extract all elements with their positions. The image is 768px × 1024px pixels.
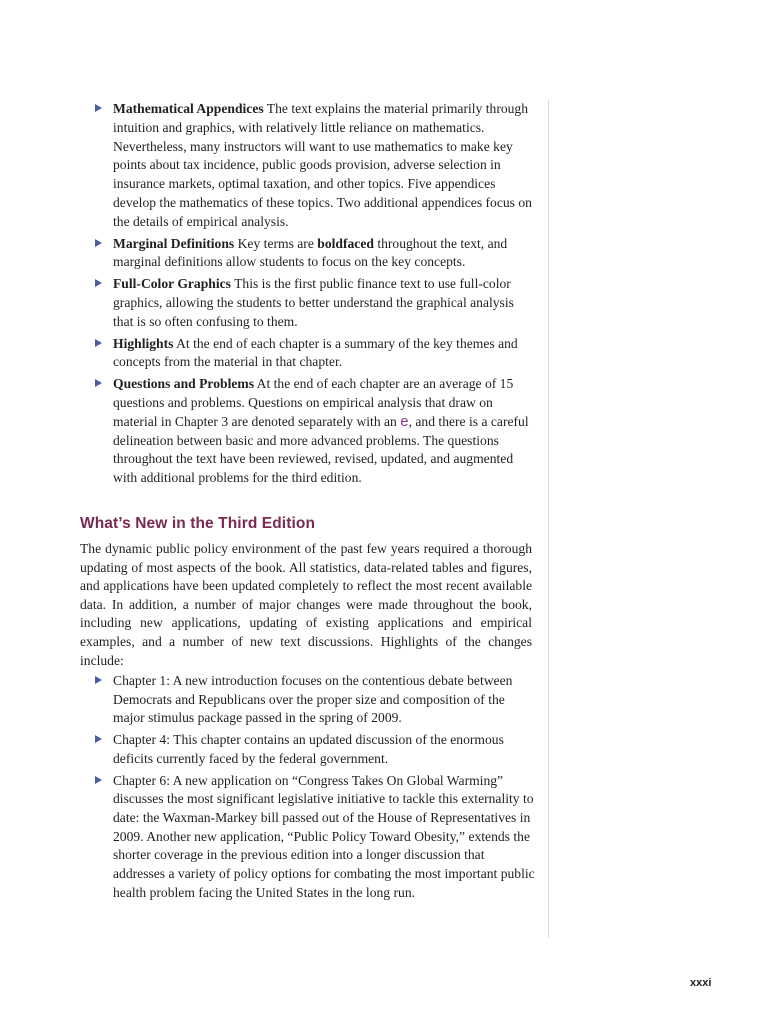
item-text: Chapter 6: A new application on “Congress Takes On Global Warming” discusses the most significant legislative initiative to tackle this externality to date: the Waxman-Markey bill passed out of the House of Representatives in 2009. Another new application, “Public Policy Toward Obesity,” extends the shorter coverage in the previous edition into a longer discussion that addresses a variety of policy options for combating the most important public health problem facing the United States in the long run. (113, 772, 535, 900)
item-text: , and there is a careful delineation between basic and more advanced problems. The questions throughout the text have been reviewed, revised, updated, and augmented with additional problems for the third edition. (113, 413, 529, 486)
term: Marginal Definitions (113, 235, 235, 251)
item-text: Chapter 1: A new introduction focuses on the contentious debate between Democrats and Republicans over the proper size and composition of the major stimulus package passed in the spring of 2009. (113, 673, 513, 726)
triangle-bullet-icon (95, 239, 102, 247)
term: Highlights (113, 335, 174, 351)
changes-list (95, 672, 535, 905)
term: Questions and Problems (113, 376, 254, 392)
list-item-full-color-graphics (95, 275, 535, 331)
triangle-bullet-icon (95, 279, 102, 287)
list-item-questions-and-problems (95, 375, 535, 488)
section-heading: What’s New in the Third Edition (80, 515, 316, 532)
list-item-mathematical-appendices (95, 100, 535, 232)
bold-emphasis: boldfaced (317, 235, 374, 251)
item-text: Key terms are (234, 235, 318, 251)
margin-column-rule (548, 100, 549, 938)
triangle-bullet-icon (95, 776, 102, 784)
triangle-bullet-icon (95, 735, 102, 743)
term: Mathematical Appendices (113, 101, 264, 116)
term: Full-Color Graphics (113, 276, 231, 292)
feature-list (95, 100, 535, 491)
page-number: xxxi (690, 977, 712, 989)
item-text: Chapter 4: This chapter contains an updated discussion of the enormous deficits currently faced by the federal government. (113, 732, 504, 766)
list-item-chapter-4 (95, 731, 535, 768)
list-item-highlights (95, 335, 535, 373)
triangle-bullet-icon (95, 339, 102, 347)
item-text: The text explains the material primarily through intuition and graphics, with relatively little reliance on mathematics. Nevertheless, many instructors will want to use mathematics to make key points about tax incidence, public goods provision, adverse selection in insurance markets, optimal taxation, and other topics. Five appendices develop the mathematics of these topics. Two additional appendices focus on the details of empirical analysis. (113, 101, 532, 229)
item-text: This is the first public finance text to use full-color graphics, allowing the students to better understand the graphical analysis that is so often confusing to them. (113, 276, 514, 329)
list-item-chapter-1 (95, 672, 535, 728)
empirical-e-icon: e (400, 412, 409, 430)
list-item-chapter-6 (95, 772, 535, 903)
triangle-bullet-icon (95, 676, 102, 684)
section-intro-paragraph: The dynamic public policy environment of the past few years required a thorough updating of most aspects of the book. All statistics, data-related tables and figures, and applications have been updated completely to reflect the most recent available data. In addition, a number of major changes were made throughout the book, including new applications, updating of existing applications and empirical examples, and a number of new text discussions. Highlights of the changes include: (80, 541, 532, 668)
triangle-bullet-icon (95, 379, 102, 387)
item-text: throughout the text, and marginal definitions allow students to focus on the key concepts. (113, 235, 508, 270)
triangle-bullet-icon (95, 104, 102, 112)
item-text: At the end of each chapter are an average of 15 questions and problems. Questions on empirical analysis that draw on material in Chapter 3 are denoted separately with an (113, 376, 514, 429)
list-item-marginal-definitions (95, 235, 535, 273)
item-text: At the end of each chapter is a summary of the key themes and concepts from the material in that chapter. (113, 335, 518, 370)
